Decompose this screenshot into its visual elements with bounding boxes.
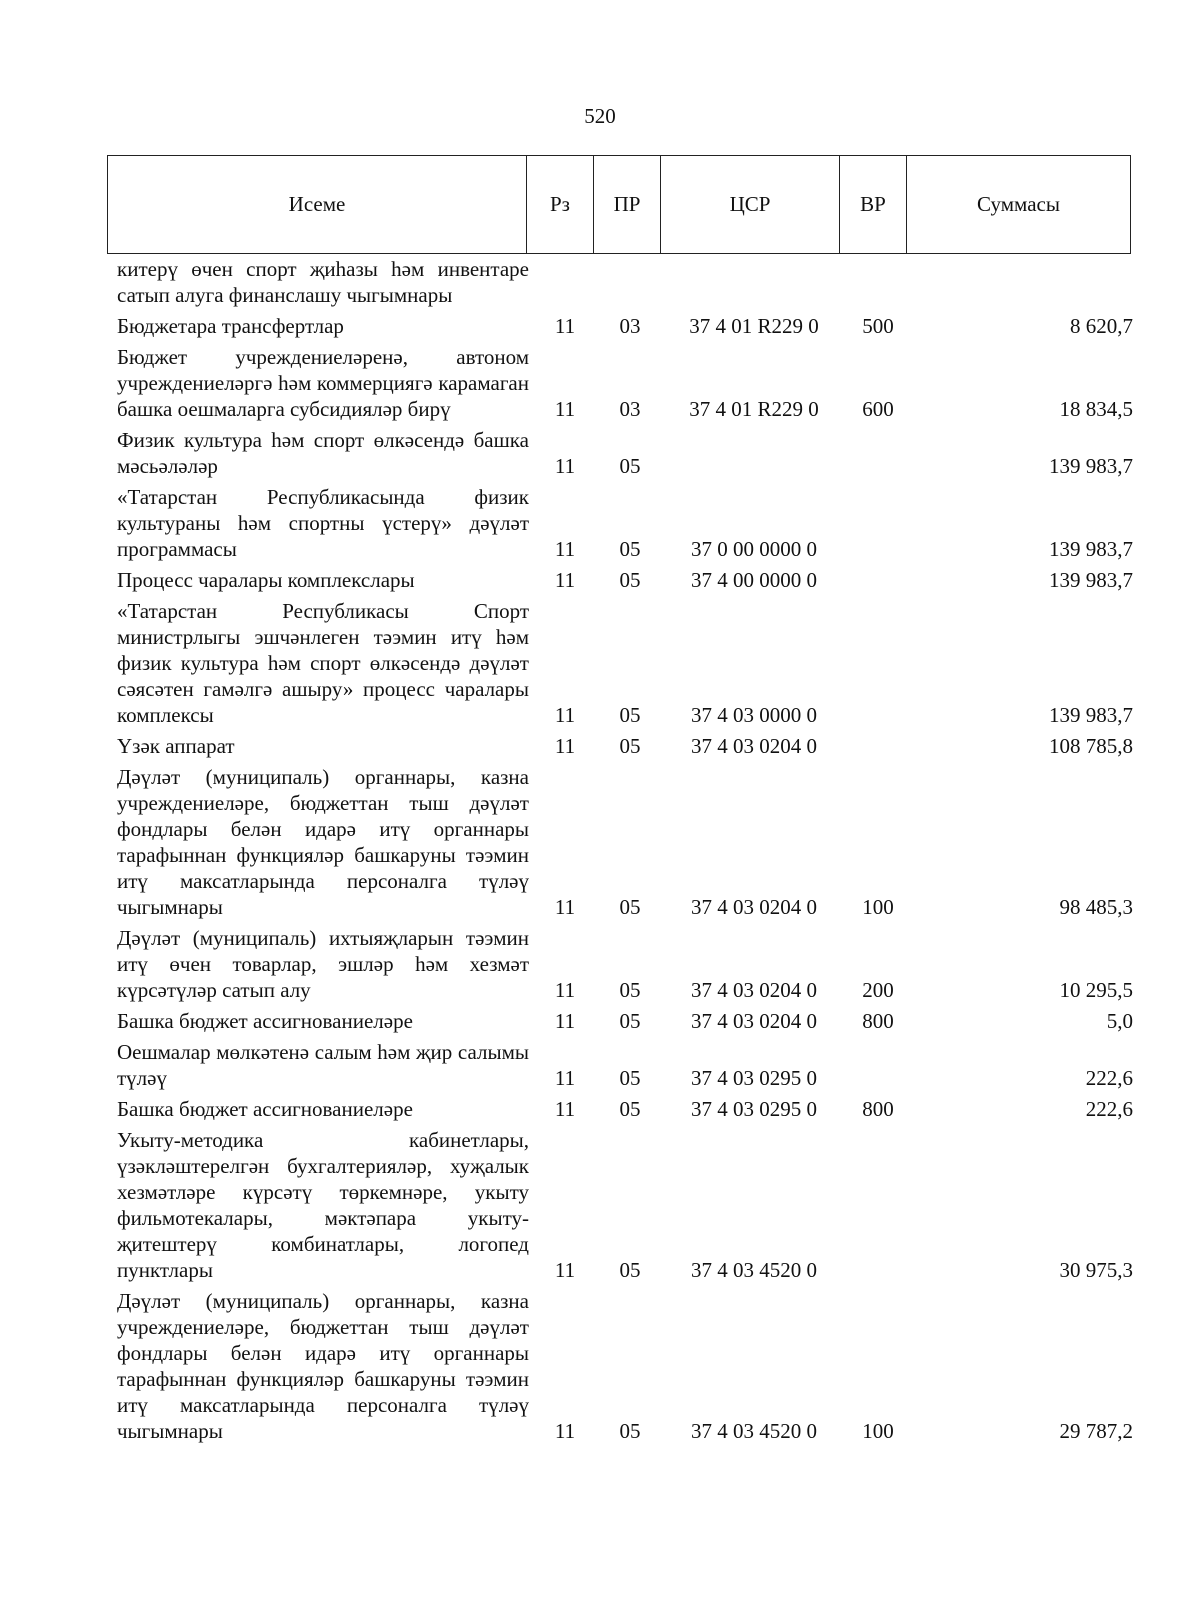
row-pr: 05: [619, 703, 641, 727]
row-sum: 10 295,5: [1059, 978, 1133, 1002]
row-rz: 11: [554, 703, 576, 727]
row-name: китерү өчен спорт җиһазы һәм инвентаре сатып алуга финанслашу чыгымнары: [117, 257, 529, 307]
row-sum: 8 620,7: [1070, 314, 1133, 338]
row-sum: 139 983,7: [1049, 454, 1133, 478]
row-pr: 03: [619, 397, 641, 421]
row-csr: 37 4 03 0295 0: [691, 1066, 817, 1090]
row-pr: 05: [619, 1009, 641, 1033]
row-name: Укыту-методика кабинетлары, үзәкләштерелгән бухгалтерияләр, хуҗалык хезмәтләре күрсәтү төркемнәре, укыту фильмотекалары, мәктәпара укыту-җитештерү комбинатлары, логопед пунктлары: [117, 1128, 529, 1282]
row-csr: 37 0 00 0000 0: [691, 537, 817, 561]
row-pr: 05: [619, 895, 641, 919]
row-sum: 30 975,3: [1059, 1258, 1133, 1282]
page-number: 520: [584, 104, 616, 128]
table-row: [117, 598, 1133, 728]
table-row: [117, 344, 1133, 422]
row-csr: 37 4 03 0295 0: [691, 1097, 817, 1121]
row-vr: 600: [862, 397, 894, 421]
row-rz: 11: [554, 895, 576, 919]
row-csr: 37 4 03 4520 0: [691, 1258, 817, 1282]
table-row: [117, 484, 1133, 562]
table-header: [107, 155, 1131, 254]
row-sum: 29 787,2: [1059, 1419, 1133, 1443]
row-pr: 05: [619, 537, 641, 561]
row-csr: 37 4 03 0204 0: [691, 978, 817, 1002]
row-rz: 11: [554, 1419, 576, 1443]
table-body: [117, 256, 1133, 1449]
row-sum: 222,6: [1085, 1097, 1133, 1121]
row-csr: 37 4 03 0204 0: [691, 1009, 817, 1033]
row-name: Дәүләт (муниципаль) органнары, казна учреждениеләре, бюджеттан тыш дәүләт фондлары белән идарә итү органнары тарафыннан функцияләр башкаруны тәэмин итү максатларында персоналга түләү чыгымнары: [117, 765, 529, 919]
row-name: Оешмалар мөлкәтенә салым һәм җир салымы түләү: [117, 1040, 529, 1090]
row-name: Дәүләт (муниципаль) ихтыяҗларын тәэмин итү өчен товарлар, эшләр һәм хезмәт күрсәтүләр сатып алу: [117, 926, 529, 1002]
header-sum: Суммасы: [907, 156, 1131, 254]
row-sum: 5,0: [1106, 1009, 1133, 1033]
row-csr: 37 4 01 R229 0: [689, 397, 819, 421]
row-rz: 11: [554, 537, 576, 561]
row-pr: 03: [619, 314, 641, 338]
header-rz: Рз: [527, 156, 594, 254]
row-rz: 11: [554, 1258, 576, 1282]
row-name: «Татарстан Республикасы Спорт министрлыгы эшчәнлеген тәэмин итү һәм физик культура һәм спорт өлкәсендә дәүләт сәясәтен гамәлгә ашыру» процесс чаралары комплексы: [117, 599, 529, 727]
row-name: Бюджетара трансфертлар: [117, 314, 344, 338]
row-vr: 500: [862, 314, 894, 338]
row-rz: 11: [554, 568, 576, 592]
row-name: «Татарстан Республикасында физик культураны һәм спортны үстерү» дәүләт программасы: [117, 485, 529, 561]
row-pr: 05: [619, 1419, 641, 1443]
table-row: [117, 1127, 1133, 1283]
row-name: Башка бюджет ассигнованиеләре: [117, 1097, 413, 1121]
row-csr: 37 4 03 4520 0: [691, 1419, 817, 1443]
row-rz: 11: [554, 454, 576, 478]
row-rz: 11: [554, 1097, 576, 1121]
table-row: [117, 1039, 1133, 1091]
row-name: Процесс чаралары комплекслары: [117, 568, 415, 592]
row-rz: 11: [554, 978, 576, 1002]
row-csr: 37 4 00 0000 0: [691, 568, 817, 592]
row-csr: 37 4 03 0000 0: [691, 703, 817, 727]
table-row: [117, 427, 1133, 479]
row-rz: 11: [554, 1009, 576, 1033]
row-sum: 139 983,7: [1049, 537, 1133, 561]
row-sum: 108 785,8: [1049, 734, 1133, 758]
row-name: Дәүләт (муниципаль) органнары, казна учреждениеләре, бюджеттан тыш дәүләт фондлары белән идарә итү органнары тарафыннан функцияләр башкаруны тәэмин итү максатларында персоналга түләү чыгымнары: [117, 1289, 529, 1443]
table-row: [117, 733, 1133, 759]
row-vr: 200: [862, 978, 894, 1002]
row-vr: 100: [862, 895, 894, 919]
row-pr: 05: [619, 1097, 641, 1121]
row-sum: 98 485,3: [1059, 895, 1133, 919]
row-pr: 05: [619, 978, 641, 1002]
table-row: [117, 256, 1133, 308]
row-csr: 37 4 03 0204 0: [691, 734, 817, 758]
row-csr: 37 4 03 0204 0: [691, 895, 817, 919]
row-sum: 139 983,7: [1049, 568, 1133, 592]
row-pr: 05: [619, 1066, 641, 1090]
table-row: [117, 1008, 1133, 1034]
row-rz: 11: [554, 1066, 576, 1090]
row-name: Бюджет учреждениеләренә, автоном учреждениеләргә һәм коммерциягә карамаган башка оешмаларга субсидияләр бирү: [117, 345, 529, 421]
header-name: Исеме: [108, 156, 527, 254]
row-sum: 18 834,5: [1059, 397, 1133, 421]
row-pr: 05: [619, 568, 641, 592]
table-row: [117, 313, 1133, 339]
row-name: Үзәк аппарат: [117, 734, 235, 758]
table-row: [117, 1288, 1133, 1444]
row-pr: 05: [619, 454, 641, 478]
row-sum: 222,6: [1085, 1066, 1133, 1090]
table-row: [117, 925, 1133, 1003]
row-sum: 139 983,7: [1049, 703, 1133, 727]
header-vr: ВР: [840, 156, 907, 254]
row-rz: 11: [554, 397, 576, 421]
row-vr: 100: [862, 1419, 894, 1443]
header-csr: ЦСР: [661, 156, 840, 254]
row-name: Физик культура һәм спорт өлкәсендә башка мәсьәләләр: [117, 428, 529, 478]
table-row: [117, 764, 1133, 920]
row-vr: 800: [862, 1009, 894, 1033]
row-rz: 11: [554, 314, 576, 338]
table-row: [117, 1096, 1133, 1122]
row-pr: 05: [619, 1258, 641, 1282]
header-pr: ПР: [594, 156, 661, 254]
table-row: [117, 567, 1133, 593]
row-vr: 800: [862, 1097, 894, 1121]
row-csr: 37 4 01 R229 0: [689, 314, 819, 338]
row-rz: 11: [554, 734, 576, 758]
row-name: Башка бюджет ассигнованиеләре: [117, 1009, 413, 1033]
row-pr: 05: [619, 734, 641, 758]
